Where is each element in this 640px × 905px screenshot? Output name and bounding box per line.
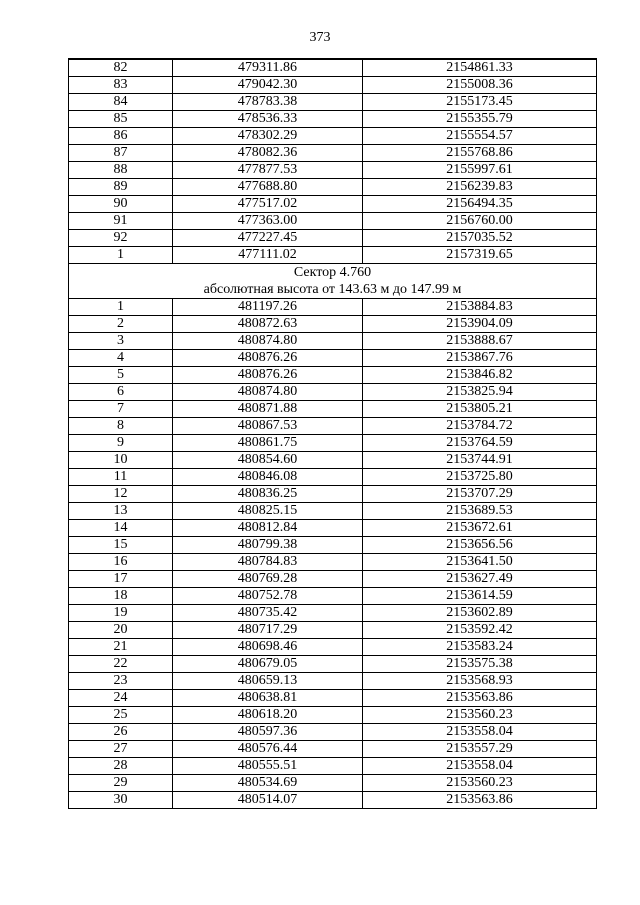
point-number-cell: 84 — [69, 94, 173, 111]
table-row — [69, 673, 597, 690]
point-number-cell: 4 — [69, 350, 173, 367]
y-coordinate-cell: 2153825.94 — [363, 384, 597, 401]
table-row — [69, 554, 597, 571]
table-row — [69, 758, 597, 775]
y-coordinate-cell: 2153656.56 — [363, 537, 597, 554]
point-number-cell: 89 — [69, 179, 173, 196]
y-coordinate-cell: 2153557.29 — [363, 741, 597, 758]
x-coordinate-cell: 478302.29 — [173, 128, 363, 145]
sector-cell — [69, 264, 597, 299]
y-coordinate-cell: 2153805.21 — [363, 401, 597, 418]
table-row — [69, 469, 597, 486]
y-coordinate-cell: 2153592.42 — [363, 622, 597, 639]
y-coordinate-cell: 2153888.67 — [363, 333, 597, 350]
table-row — [69, 162, 597, 179]
x-coordinate-cell: 480854.60 — [173, 452, 363, 469]
point-number-cell: 21 — [69, 639, 173, 656]
x-coordinate-cell: 480836.25 — [173, 486, 363, 503]
y-coordinate-cell: 2155173.45 — [363, 94, 597, 111]
point-number-cell: 8 — [69, 418, 173, 435]
point-number-cell: 5 — [69, 367, 173, 384]
point-number-cell: 3 — [69, 333, 173, 350]
x-coordinate-cell: 481197.26 — [173, 299, 363, 316]
point-number-cell: 14 — [69, 520, 173, 537]
y-coordinate-cell: 2156239.83 — [363, 179, 597, 196]
x-coordinate-cell: 480576.44 — [173, 741, 363, 758]
y-coordinate-cell: 2153568.93 — [363, 673, 597, 690]
x-coordinate-cell: 477517.02 — [173, 196, 363, 213]
y-coordinate-cell: 2157319.65 — [363, 247, 597, 264]
point-number-cell: 29 — [69, 775, 173, 792]
x-coordinate-cell: 480618.20 — [173, 707, 363, 724]
x-coordinate-cell: 480717.29 — [173, 622, 363, 639]
table-row — [69, 128, 597, 145]
y-coordinate-cell: 2153560.23 — [363, 707, 597, 724]
coordinates-table — [68, 58, 597, 809]
table-row — [69, 741, 597, 758]
y-coordinate-cell: 2153784.72 — [363, 418, 597, 435]
x-coordinate-cell: 478082.36 — [173, 145, 363, 162]
y-coordinate-cell: 2153884.83 — [363, 299, 597, 316]
table-row — [69, 418, 597, 435]
table-row — [69, 94, 597, 111]
y-coordinate-cell: 2153614.59 — [363, 588, 597, 605]
table-row — [69, 196, 597, 213]
point-number-cell: 18 — [69, 588, 173, 605]
point-number-cell: 25 — [69, 707, 173, 724]
x-coordinate-cell: 480872.63 — [173, 316, 363, 333]
x-coordinate-cell: 478783.38 — [173, 94, 363, 111]
table-row — [69, 690, 597, 707]
y-coordinate-cell: 2153563.86 — [363, 690, 597, 707]
y-coordinate-cell: 2153707.29 — [363, 486, 597, 503]
table-row — [69, 350, 597, 367]
table-row — [69, 213, 597, 230]
point-number-cell: 1 — [69, 247, 173, 264]
x-coordinate-cell: 477363.00 — [173, 213, 363, 230]
y-coordinate-cell: 2155554.57 — [363, 128, 597, 145]
point-number-cell: 6 — [69, 384, 173, 401]
x-coordinate-cell: 480659.13 — [173, 673, 363, 690]
table-row — [69, 145, 597, 162]
table-row — [69, 452, 597, 469]
x-coordinate-cell: 477227.45 — [173, 230, 363, 247]
y-coordinate-cell: 2153672.61 — [363, 520, 597, 537]
y-coordinate-cell: 2153602.89 — [363, 605, 597, 622]
x-coordinate-cell: 480698.46 — [173, 639, 363, 656]
point-number-cell: 88 — [69, 162, 173, 179]
y-coordinate-cell: 2153563.86 — [363, 792, 597, 809]
y-coordinate-cell: 2155008.36 — [363, 77, 597, 94]
point-number-cell: 7 — [69, 401, 173, 418]
table-row — [69, 707, 597, 724]
rows-after-sector — [69, 299, 597, 809]
x-coordinate-cell: 480871.88 — [173, 401, 363, 418]
table-row — [69, 179, 597, 196]
table-row — [69, 384, 597, 401]
x-coordinate-cell: 480638.81 — [173, 690, 363, 707]
point-number-cell: 28 — [69, 758, 173, 775]
x-coordinate-cell: 480769.28 — [173, 571, 363, 588]
y-coordinate-cell: 2153744.91 — [363, 452, 597, 469]
table-row — [69, 537, 597, 554]
point-number-cell: 20 — [69, 622, 173, 639]
point-number-cell: 86 — [69, 128, 173, 145]
table-row — [69, 622, 597, 639]
point-number-cell: 91 — [69, 213, 173, 230]
point-number-cell: 10 — [69, 452, 173, 469]
y-coordinate-cell: 2157035.52 — [363, 230, 597, 247]
x-coordinate-cell: 477688.80 — [173, 179, 363, 196]
y-coordinate-cell: 2153904.09 — [363, 316, 597, 333]
point-number-cell: 82 — [69, 59, 173, 77]
table-row — [69, 316, 597, 333]
y-coordinate-cell: 2155355.79 — [363, 111, 597, 128]
page-number: 373 — [309, 30, 331, 45]
table-row — [69, 724, 597, 741]
point-number-cell: 92 — [69, 230, 173, 247]
x-coordinate-cell: 480867.53 — [173, 418, 363, 435]
y-coordinate-cell: 2153867.76 — [363, 350, 597, 367]
y-coordinate-cell: 2153575.38 — [363, 656, 597, 673]
point-number-cell: 17 — [69, 571, 173, 588]
table-row — [69, 367, 597, 384]
point-number-cell: 12 — [69, 486, 173, 503]
point-number-cell: 24 — [69, 690, 173, 707]
point-number-cell: 16 — [69, 554, 173, 571]
table-row — [69, 571, 597, 588]
table-row — [69, 299, 597, 316]
x-coordinate-cell: 480876.26 — [173, 367, 363, 384]
table-row — [69, 792, 597, 809]
x-coordinate-cell: 480514.07 — [173, 792, 363, 809]
y-coordinate-cell: 2155768.86 — [363, 145, 597, 162]
point-number-cell: 1 — [69, 299, 173, 316]
x-coordinate-cell: 480876.26 — [173, 350, 363, 367]
y-coordinate-cell: 2153627.49 — [363, 571, 597, 588]
x-coordinate-cell: 479311.86 — [173, 59, 363, 77]
sector-row — [69, 264, 597, 299]
x-coordinate-cell: 480679.05 — [173, 656, 363, 673]
point-number-cell: 83 — [69, 77, 173, 94]
point-number-cell: 15 — [69, 537, 173, 554]
x-coordinate-cell: 477877.53 — [173, 162, 363, 179]
y-coordinate-cell: 2156760.00 — [363, 213, 597, 230]
y-coordinate-cell: 2156494.35 — [363, 196, 597, 213]
x-coordinate-cell: 480846.08 — [173, 469, 363, 486]
point-number-cell: 90 — [69, 196, 173, 213]
x-coordinate-cell: 477111.02 — [173, 247, 363, 264]
point-number-cell: 30 — [69, 792, 173, 809]
table-row — [69, 230, 597, 247]
x-coordinate-cell: 480874.80 — [173, 333, 363, 350]
rows-before-sector — [69, 59, 597, 264]
point-number-cell: 9 — [69, 435, 173, 452]
y-coordinate-cell: 2153558.04 — [363, 724, 597, 741]
table-row — [69, 639, 597, 656]
point-number-cell: 11 — [69, 469, 173, 486]
table-row — [69, 605, 597, 622]
point-number-cell: 2 — [69, 316, 173, 333]
table-row — [69, 775, 597, 792]
x-coordinate-cell: 479042.30 — [173, 77, 363, 94]
sector-title: Сектор 4.760 — [293, 265, 372, 280]
y-coordinate-cell: 2153558.04 — [363, 758, 597, 775]
point-number-cell: 13 — [69, 503, 173, 520]
x-coordinate-cell: 480597.36 — [173, 724, 363, 741]
y-coordinate-cell: 2153689.53 — [363, 503, 597, 520]
x-coordinate-cell: 480825.15 — [173, 503, 363, 520]
table-row — [69, 77, 597, 94]
x-coordinate-cell: 480812.84 — [173, 520, 363, 537]
x-coordinate-cell: 480874.80 — [173, 384, 363, 401]
point-number-cell: 26 — [69, 724, 173, 741]
table-row — [69, 656, 597, 673]
table-row — [69, 111, 597, 128]
point-number-cell: 23 — [69, 673, 173, 690]
table-row — [69, 435, 597, 452]
x-coordinate-cell: 480735.42 — [173, 605, 363, 622]
point-number-cell: 22 — [69, 656, 173, 673]
table-row — [69, 486, 597, 503]
x-coordinate-cell: 480861.75 — [173, 435, 363, 452]
table-row — [69, 503, 597, 520]
sector-header — [69, 264, 597, 299]
table-row — [69, 247, 597, 264]
y-coordinate-cell: 2153641.50 — [363, 554, 597, 571]
y-coordinate-cell: 2153764.59 — [363, 435, 597, 452]
table-row — [69, 333, 597, 350]
point-number-cell: 85 — [69, 111, 173, 128]
x-coordinate-cell: 480555.51 — [173, 758, 363, 775]
y-coordinate-cell: 2153846.82 — [363, 367, 597, 384]
y-coordinate-cell: 2153725.80 — [363, 469, 597, 486]
point-number-cell: 27 — [69, 741, 173, 758]
y-coordinate-cell: 2154861.33 — [363, 59, 597, 77]
y-coordinate-cell: 2153583.24 — [363, 639, 597, 656]
y-coordinate-cell: 2155997.61 — [363, 162, 597, 179]
table-row — [69, 401, 597, 418]
sector-subtitle: абсолютная высота от 143.63 м до 147.99 м — [203, 282, 462, 297]
x-coordinate-cell: 480799.38 — [173, 537, 363, 554]
point-number-cell: 87 — [69, 145, 173, 162]
point-number-cell: 19 — [69, 605, 173, 622]
table-row — [69, 520, 597, 537]
table-row — [69, 588, 597, 605]
table-row — [69, 59, 597, 77]
x-coordinate-cell: 480534.69 — [173, 775, 363, 792]
y-coordinate-cell: 2153560.23 — [363, 775, 597, 792]
x-coordinate-cell: 480752.78 — [173, 588, 363, 605]
x-coordinate-cell: 480784.83 — [173, 554, 363, 571]
x-coordinate-cell: 478536.33 — [173, 111, 363, 128]
